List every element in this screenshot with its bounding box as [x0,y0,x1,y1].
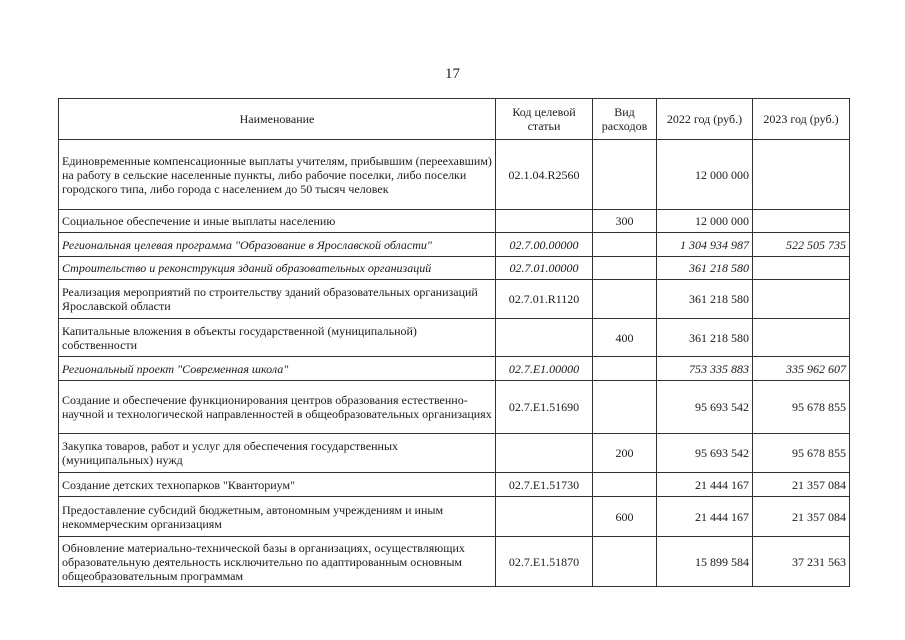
table-row [59,497,850,537]
row-code: 02.7.E1.51870 [496,537,593,587]
row-2022: 15 899 584 [657,537,753,587]
row-2023 [753,280,850,319]
table-row [59,210,850,233]
row-2022: 95 693 542 [657,381,753,434]
row-name: Региональный проект "Современная школа" [59,357,496,381]
row-name: Предоставление субсидий бюджетным, автономным учреждениям и иным некоммерческим организациям [59,497,496,537]
row-type [593,257,657,280]
row-type [593,233,657,257]
table-row [59,233,850,257]
row-name: Региональная целевая программа "Образование в Ярославской области" [59,233,496,257]
row-type: 200 [593,434,657,473]
row-2022: 12 000 000 [657,210,753,233]
table-row [59,140,850,210]
row-name: Создание детских технопарков "Кванториум" [59,473,496,497]
row-type [593,140,657,210]
row-name: Строительство и реконструкция зданий образовательных организаций [59,257,496,280]
row-type [593,381,657,434]
row-2023 [753,257,850,280]
row-2022: 21 444 167 [657,473,753,497]
row-code [496,210,593,233]
page-number: 17 [445,66,460,82]
row-code [496,319,593,357]
table-row [59,280,850,319]
row-type: 400 [593,319,657,357]
table-row [59,473,850,497]
row-code: 02.7.00.00000 [496,233,593,257]
row-name: Закупка товаров, работ и услуг для обеспечения государственных (муниципальных) нужд [59,434,496,473]
row-name: Обновление материально-технической базы в организациях, осуществляющих образовательную деятельность исключительно по адаптированным основным общеобразовательным программам [59,537,496,587]
row-code: 02.7.E1.00000 [496,357,593,381]
row-2022: 361 218 580 [657,280,753,319]
row-2023 [753,319,850,357]
row-2022: 12 000 000 [657,140,753,210]
row-type: 600 [593,497,657,537]
row-2022: 95 693 542 [657,434,753,473]
row-2022: 21 444 167 [657,497,753,537]
row-code: 02.7.01.00000 [496,257,593,280]
row-2022: 361 218 580 [657,319,753,357]
row-code: 02.7.E1.51730 [496,473,593,497]
row-type [593,537,657,587]
row-2023: 522 505 735 [753,233,850,257]
row-2023 [753,140,850,210]
row-2023: 95 678 855 [753,434,850,473]
row-2022: 1 304 934 987 [657,233,753,257]
header-2023: 2023 год (руб.) [753,99,850,140]
table-row [59,357,850,381]
row-type: 300 [593,210,657,233]
row-name: Социальное обеспечение и иные выплаты населению [59,210,496,233]
row-2023: 21 357 084 [753,497,850,537]
row-name: Капитальные вложения в объекты государственной (муниципальной) собственности [59,319,496,357]
table-row [59,257,850,280]
budget-table [58,98,850,587]
row-2022: 361 218 580 [657,257,753,280]
row-code: 02.7.01.R1120 [496,280,593,319]
row-type [593,357,657,381]
row-2023: 37 231 563 [753,537,850,587]
table-header-row [59,99,850,140]
table-row [59,537,850,587]
row-2023 [753,210,850,233]
row-code [496,497,593,537]
header-code: Код целевой статьи [496,99,593,140]
row-2023: 21 357 084 [753,473,850,497]
row-2023: 95 678 855 [753,381,850,434]
row-2022: 753 335 883 [657,357,753,381]
header-name: Наименование [59,99,496,140]
table-row [59,434,850,473]
row-type [593,473,657,497]
row-2023: 335 962 607 [753,357,850,381]
row-name: Единовременные компенсационные выплаты учителям, прибывшим (переехавшим) на работу в сельские населенные пункты, либо рабочие поселки, либо поселки городского типа, либо города с населением до 50 тысяч человек [59,140,496,210]
row-code [496,434,593,473]
table-row [59,381,850,434]
row-code: 02.7.E1.51690 [496,381,593,434]
row-name: Реализация мероприятий по строительству зданий образовательных организаций Ярославской области [59,280,496,319]
header-type: Вид расходов [593,99,657,140]
table-row [59,319,850,357]
row-code: 02.1.04.R2560 [496,140,593,210]
header-2022: 2022 год (руб.) [657,99,753,140]
row-type [593,280,657,319]
row-name: Создание и обеспечение функционирования центров образования естественно-научной и технологической направленностей в общеобразовательных организациях [59,381,496,434]
